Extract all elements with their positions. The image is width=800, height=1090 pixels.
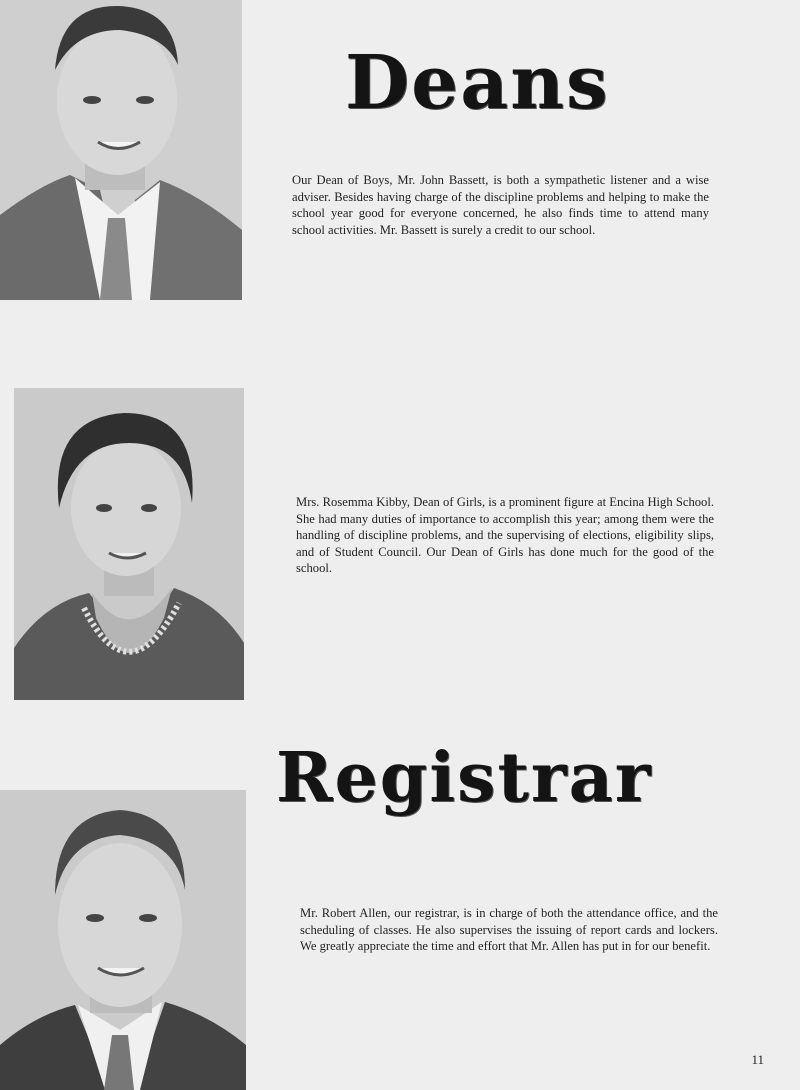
dean-of-girls-portrait	[14, 388, 244, 700]
registrar-heading-text: Registrar	[276, 738, 653, 818]
deans-heading-text: Deans	[345, 40, 610, 126]
page-number: 11	[751, 1052, 764, 1067]
registrar-heading	[276, 738, 653, 818]
dean-of-girls-portrait-image	[14, 388, 244, 700]
dean-of-boys-paragraph: Our Dean of Boys, Mr. John Bassett, is both a sympathetic listener and a wise adviser. Besides having charge of the discipline problems and helping to make the school year good for everyone concerned, he also finds time to attend many school activities. Mr. Bassett is surely a credit to our school.	[292, 173, 709, 237]
registrar-paragraph: Mr. Robert Allen, our registrar, is in charge of both the attendance office, and the scheduling of classes. He also supervises the issuing of report cards and lockers. We greatly appreciate the time and effort that Mr. Allen has put in for our benefit.	[300, 906, 718, 954]
dean-of-boys-portrait	[0, 0, 242, 300]
registrar-portrait-image	[0, 790, 246, 1090]
deans-heading	[345, 40, 610, 126]
dean-of-girls-paragraph: Mrs. Rosemma Kibby, Dean of Girls, is a prominent figure at Encina High School. She had many duties of importance to accomplish this year; among them were the handling of discipline problems, and the supervising of elections, eligibility slips, and of Student Council. Our Dean of Girls has done much for the good of the school.	[296, 495, 714, 576]
dean-of-boys-portrait-image	[0, 0, 242, 300]
registrar-portrait	[0, 790, 246, 1090]
